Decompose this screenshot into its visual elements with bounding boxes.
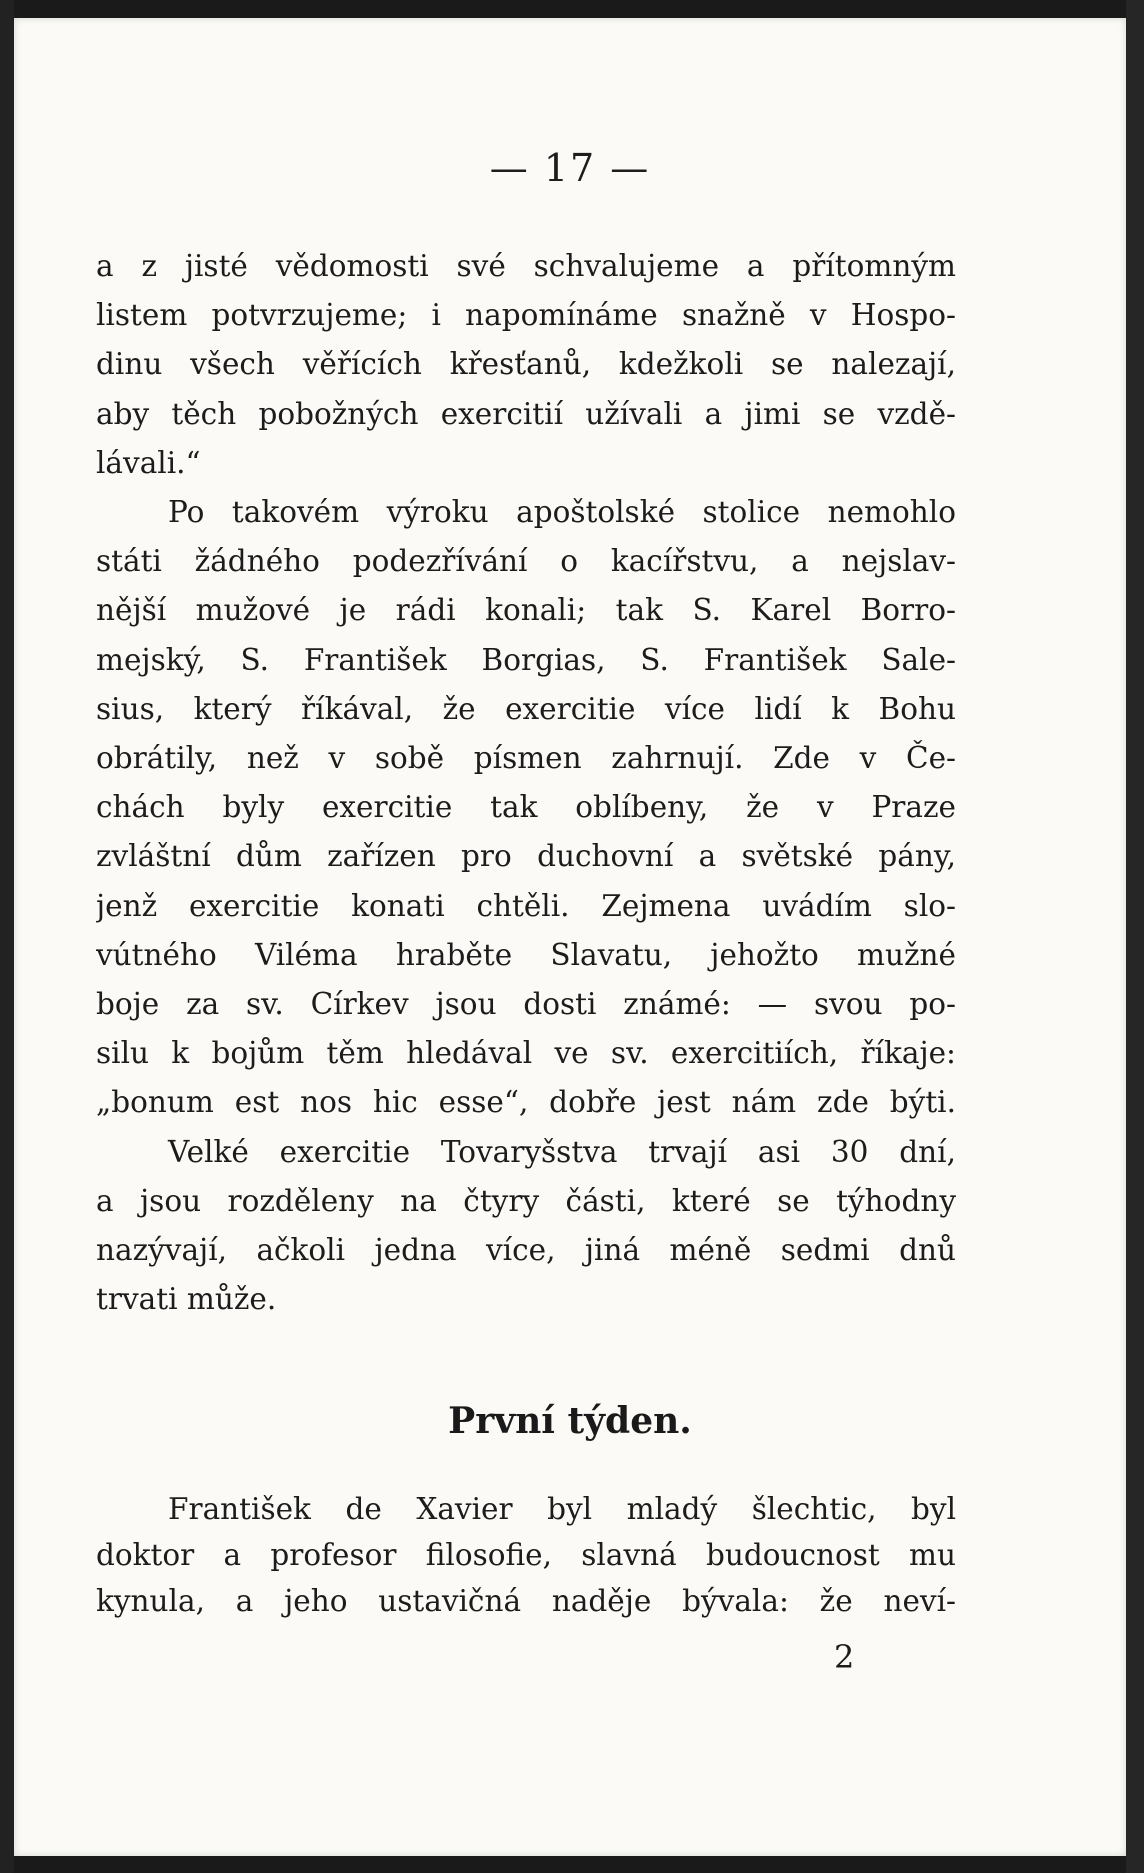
text-line: státi žádného podezřívání o kacířstvu, a nejslav- [96, 544, 956, 579]
text-line: Velké exercitie Tovaryšstva trvají asi 30 dní, [168, 1134, 956, 1169]
text-line: silu k bojům těm hledával ve sv. exercitiích, říkaje: [96, 1036, 956, 1071]
text-line: chách byly exercitie tak oblíbeny, že v Praze [96, 790, 956, 825]
text-line: trvati může. [96, 1282, 277, 1317]
page-number: — 17 — [489, 146, 651, 190]
text-line: listem potvrzujeme; i napomínáme snažně v Hospo- [96, 298, 956, 333]
scan-edge-left [0, 0, 14, 1873]
text-line: „bonum est nos hic esse“, dobře jest nám zde býti. [96, 1085, 956, 1120]
text-line: nější mužové je rádi konali; tak S. Karel Borro- [96, 593, 956, 628]
text-line: a jsou rozděleny na čtyry části, které se týhodny [96, 1183, 956, 1218]
scan-edge-right [1126, 0, 1144, 1873]
text-line: doktor a profesor filosofie, slavná budoucnost mu [96, 1538, 956, 1572]
text-line: kynula, a jeho ustavičná naděje bývala: že neví- [96, 1584, 956, 1618]
text-line: jenž exercitie konati chtěli. Zejmena uvádím slo- [96, 888, 956, 923]
text-line: lávali.“ [96, 445, 201, 480]
text-line: a z jisté vědomosti své schvalujeme a přítomným [96, 249, 956, 283]
text-line: boje za sv. Církev jsou dosti známé: — svou po- [96, 987, 956, 1022]
book-page [14, 18, 1126, 1856]
text-line: dinu všech věřících křesťanů, kdežkoli se nalezají, [96, 347, 956, 382]
text-line: sius, který říkával, že exercitie více lidí k Bohu [96, 691, 956, 726]
text-line: zvláštní dům zařízen pro duchovní a světské pány, [96, 839, 956, 874]
text-block-2 [96, 1486, 956, 1624]
text-line: František de Xavier byl mladý šlechtic, byl [168, 1492, 956, 1526]
text-line: nazývají, ačkoli jedna více, jiná méně sedmi dnů [96, 1233, 956, 1268]
text-line: mejský, S. František Borgias, S. František Sale- [96, 642, 956, 677]
text-line: Po takovém výroku apoštolské stolice nemohlo [168, 495, 956, 530]
text-line: vútného Viléma hraběte Slavatu, jehožto mužné [96, 937, 956, 972]
text-line: obrátily, než v sobě písmen zahrnují. Zde v Če- [96, 741, 956, 776]
text-block-1 [96, 242, 956, 1324]
signature-mark: 2 [834, 1638, 855, 1676]
section-heading: První týden. [448, 1400, 692, 1442]
text-line: aby těch pobožných exercitií užívali a jimi se vzdě- [96, 396, 956, 431]
